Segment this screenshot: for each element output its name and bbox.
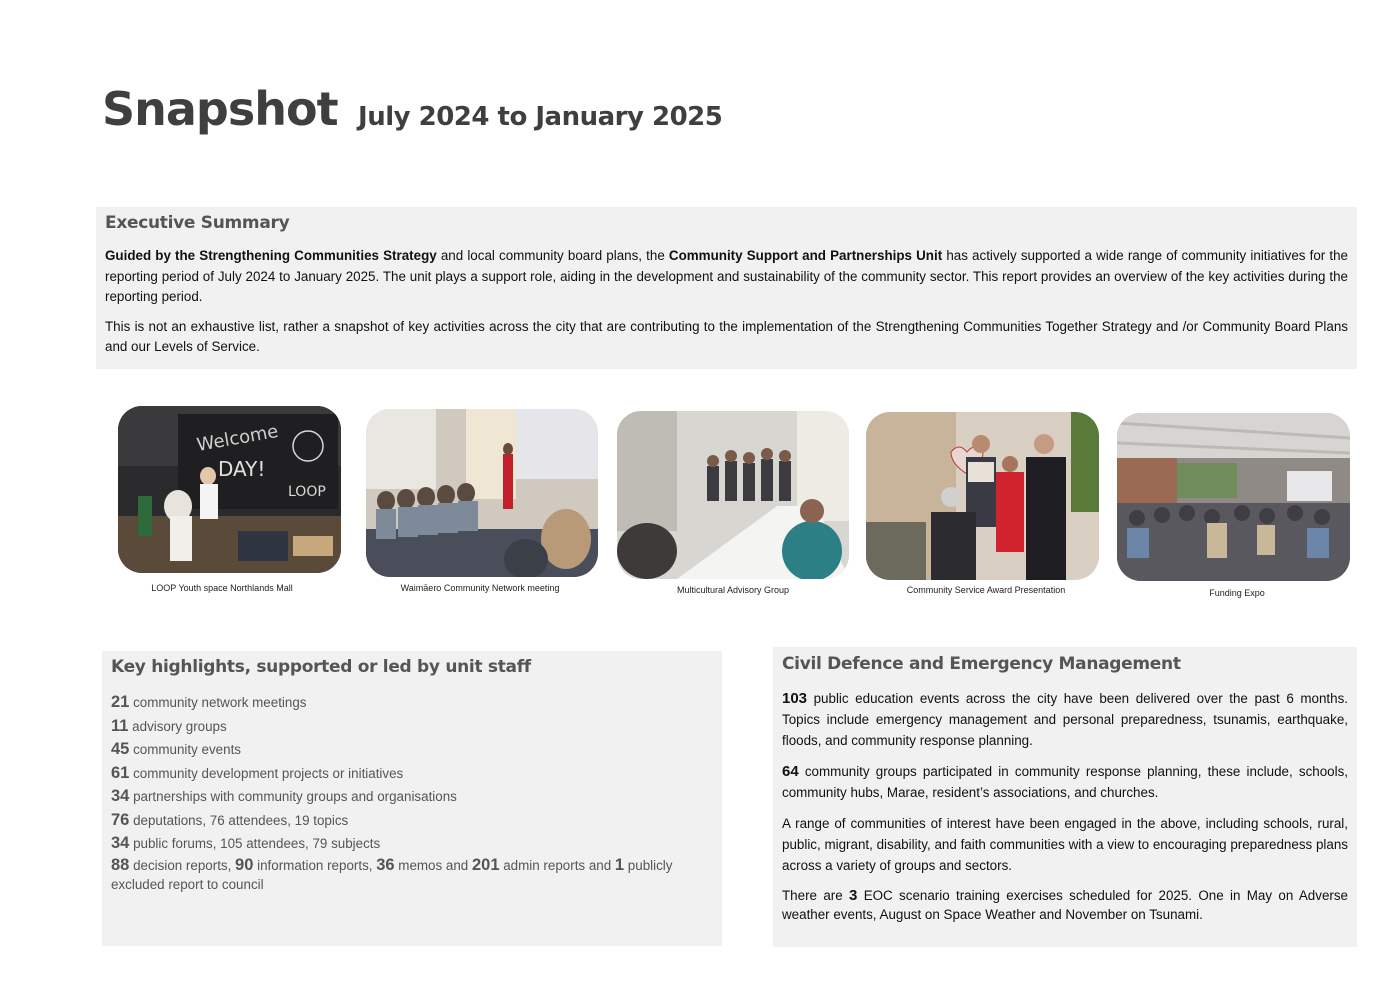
stat-number: 64 — [782, 763, 799, 780]
photo-caption-1: LOOP Youth space Northlands Mall — [151, 583, 293, 593]
civil-defence-paragraph-3: A range of communities of interest have been engaged in the above, including schools, rural, public, migrant, disability, and faith communities with a view to encouraging preparedness plans across a variety of groups and sectors. — [782, 816, 1348, 873]
stat-text: EOC scenario training exercises scheduled for 2025. One in May on Adverse weather events, August on Space Weather and November on Tsunami. — [782, 888, 1348, 922]
list-item — [111, 715, 713, 739]
title-main: Snapshot — [102, 82, 338, 136]
executive-summary-heading: Executive Summary — [105, 213, 290, 233]
stat-text: memos and — [394, 857, 472, 873]
stat-text: deputations, 76 attendees, 19 topics — [129, 812, 349, 828]
photo-caption-5: Funding Expo — [1209, 588, 1265, 598]
stat-text: publicly excluded report to council — [111, 857, 673, 892]
stat-number: 88 — [111, 855, 130, 874]
civil-defence-paragraph-2 — [782, 761, 1348, 803]
summary-text-2: has actively supported a wide range of community initiatives for the reporting period of July 2024 to January 2025. The unit plays a support role, aiding in the development and sustainability of the community sector. This report provides an overview of the key activities during the reporting period. — [105, 248, 1348, 304]
stat-number: 34 — [111, 787, 130, 805]
list-item — [111, 809, 713, 833]
stat-number: 1 — [614, 855, 625, 874]
stat-text: community groups participated in community response planning, these include, schools, community hubs, Marae, resident’s associations, and churches. — [782, 764, 1348, 800]
stat-text: community events — [129, 742, 241, 757]
stat-number: 201 — [471, 855, 500, 874]
unit-name: Community Support and Partnerships Unit — [668, 248, 943, 263]
title-period: July 2024 to January 2025 — [358, 102, 723, 132]
photo-multicultural-advisory-group — [617, 411, 849, 579]
key-highlights-list — [111, 691, 713, 894]
stat-text: advisory groups — [128, 718, 227, 734]
photo-waimaero-network-meeting — [366, 409, 598, 577]
executive-summary-paragraph-2: This is not an exhaustive list, rather a snapshot of key activities across the city that are contributing to the implementation of the Strengthening Communities Together Strategy and /or Community Board Plans and our Levels of Service. — [105, 318, 1348, 354]
svg-text:Welcome: Welcome — [195, 420, 280, 456]
stat-text: decision reports, — [129, 857, 236, 873]
key-highlights-panel — [102, 651, 722, 946]
stat-number: 90 — [235, 855, 254, 874]
list-item — [111, 785, 713, 809]
stat-text: There are — [782, 888, 850, 903]
executive-summary-paragraph-1 — [105, 246, 1348, 308]
civil-defence-paragraph-4 — [782, 886, 1348, 924]
stat-number: 3 — [849, 887, 858, 904]
key-highlights-heading: Key highlights, supported or led by unit staff — [111, 657, 531, 677]
stat-text: information reports, — [253, 857, 377, 873]
photo-loop-youth-space — [118, 406, 341, 573]
svg-text:LOOP: LOOP — [288, 484, 326, 500]
photo-community-service-award — [866, 412, 1099, 580]
stat-number: 103 — [782, 690, 808, 707]
svg-text:DAY!: DAY! — [218, 457, 266, 481]
civil-defence-panel — [773, 647, 1357, 947]
stat-text: public forums, 105 attendees, 79 subjects — [129, 836, 381, 851]
stat-text: admin reports and — [499, 857, 615, 873]
civil-defence-paragraph-1 — [782, 688, 1348, 751]
list-item — [111, 762, 713, 786]
stat-number: 45 — [111, 740, 130, 758]
stat-text: community development projects or initiatives — [129, 765, 404, 781]
photo-funding-expo — [1117, 413, 1350, 581]
stat-text: partnerships with community groups and organisations — [129, 789, 457, 804]
summary-text-1: and local community board plans, the — [436, 248, 669, 263]
photo-caption-4: Community Service Award Presentation — [906, 585, 1066, 595]
list-item — [111, 691, 713, 715]
strategy-name: Guided by the Strengthening Communities Strategy — [105, 248, 437, 263]
stat-number: 76 — [111, 810, 130, 829]
photo-caption-3: Multicultural Advisory Group — [676, 585, 790, 595]
list-item-reports — [111, 856, 713, 894]
civil-defence-heading: Civil Defence and Emergency Management — [782, 654, 1181, 674]
stat-number: 36 — [376, 855, 395, 874]
stat-number: 11 — [111, 716, 129, 735]
stat-number: 61 — [111, 763, 130, 782]
stat-text: public education events across the city have been delivered over the past 6 months. Topics include emergency management and personal preparedness, tsunamis, earthquake, floods, and community response planning. — [782, 691, 1348, 748]
executive-summary-panel — [96, 207, 1357, 369]
stat-number: 21 — [111, 693, 130, 711]
stat-text: community network meetings — [129, 695, 307, 710]
page-title — [102, 82, 722, 136]
photo-caption-2: Waimāero Community Network meeting — [400, 583, 560, 593]
list-item — [111, 832, 713, 856]
list-item — [111, 738, 713, 762]
stat-number: 34 — [111, 834, 130, 852]
